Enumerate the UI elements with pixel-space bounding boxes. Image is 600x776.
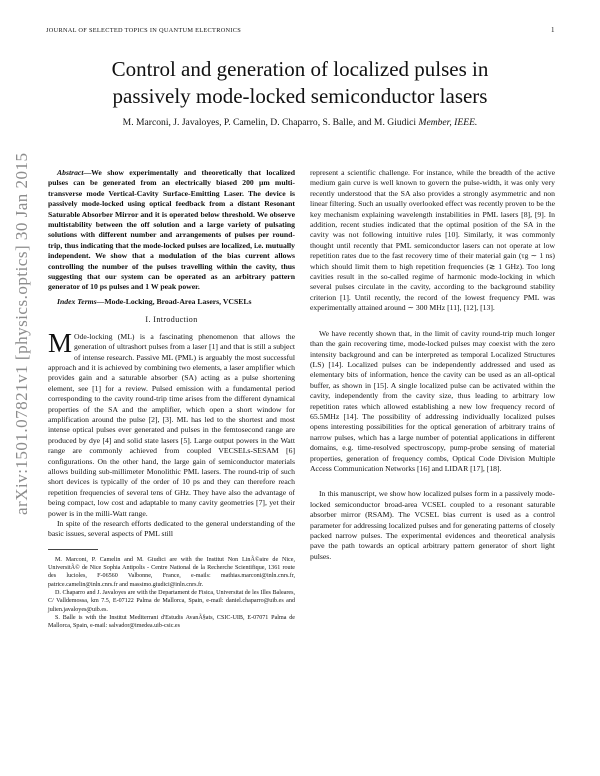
index-terms [48,297,295,307]
drop-cap: M [48,327,73,358]
intro-paragraph-1-text: Ode-locking (ML) is a fascinating phenomenon that allows the generation of ultrashort pulses from a laser [1] and that is still a subject of intense research. Passive ML (PML) is arguably the most successful approach and it is achieved by combining two elements, a laser amplifier which provides gain and a saturable absorber (SA) acting as a pulse shortening element, see [1] for a review. Pulsed emission with a fundamental period corresponding to the cavity round-trip time arises from the different dynamical properties of the SA and the amplifier, which open a short window for amplification around the pulse [2], [3]. ML has led to the shortest and most intense optical pulses ever generated and pulses in the femtosecond range are produced by dye [4] and solid state lasers [5]. Large output powers in the Watt range are commonly achieved from coupled VECSELs-SESAM [6] configurations. On the other hand, the large gain of semiconductor materials allows building sub-millimeter Monolithic PML lasers. The round-trip of such short devices is typically of the order of 10 ps and they can therefore reach repetition frequencies of several tens of GHz. They have also the advantage of being compact, low cost and adaptable to many cavity geometries [7], yet their power is in the milli-Watt range. [48,331,295,518]
footnotes [48,556,295,631]
right-column [310,168,555,562]
arxiv-stamp: arXiv:1501.07821v1 [physics.optics] 30 Jan 2015 [12,152,31,515]
abstract-lead: Abstract [57,168,84,177]
footnote-3: S. Balle is with the Institut Mediterrani d'Estudis AvanÃ§ats, CSIC-UIB, E-07071 Palma de Mallorca, Spain, e-mail: salvador@imedea.uib-csic.es [48,614,295,630]
intro-paragraph-1 [48,327,295,519]
paragraph-gap [310,474,555,489]
title-line-2: passively mode-locked semiconductor lasers [112,84,488,108]
abstract [48,168,295,293]
paper-title [40,56,560,110]
journal-header: JOURNAL OF SELECTED TOPICS IN QUANTUM ELECTRONICS [46,27,242,34]
abstract-text: —We show experimentally and theoretically that localized pulses can be generated from an electrically biased 200 μm multi-transverse mode Vertical-Cavity Surface-Emitting Laser. The device is passively mode-locked using optical feedback from a distant Resonant Saturable Absorber Mirror and it is operated below threshold. We observe multistability between the off solution and a large variety of pulsating solutions with different number and arrangements of pulses per round-trip, thus indicating that the mode-locked pulses are localized, i.e. mutually independent. We show that a modulation of the bias current allows controlling the number of the pulses travelling within the cavity, thus suggesting that our system can be operated as an arbitrary pattern generator of 10 ps pulses and 1 W peak power. [48,168,295,292]
right-paragraph-1: represent a scientific challenge. For instance, while the breadth of the active medium gain curve is well known to govern the pulse-width, it was only very recently understood that the SA also provides a strongly asymmetric and non linear filtering. Such an usually overlooked effect was recently proven to be the key mechanism explaining wavelength instabilities in PML lasers [8], [9]. In addition, recent studies indicated that the optimal position of the SA in the cavity was not following intuitive rules [10]. Similarly, it was commonly thought until recently that PML semiconductor lasers can not operate at low repetition rates due to the fast recovery time of their material gain (τg ∼ 1 ns) which should limit them to high repetition frequencies (≳ 1 GHz). Too long cavities result in the so-called regime of harmonic mode-locking in which several pulses circulate in the cavity, according to the background stability criterion [1]. Until recently, the record of the lowest frequency PML was experimentally attained around ∼ 300 MHz [11], [12], [13]. [310,168,555,313]
page-number: 1 [551,26,555,34]
footnote-2: D. Chaparro and J. Javaloyes are with the Departament de Fisica, Universitat de les Illes Baleares, C/ Valldemossa, km 7.5, E-07122 Palma de Mallorca, Spain, e-mail: daniel.chaparro@uib.es and julien.javaloyes@uib.es. [48,590,295,613]
footnote-rule [48,549,98,550]
author-list [40,117,560,128]
paragraph-gap [310,314,555,329]
right-paragraph-2: We have recently shown that, in the limit of cavity round-trip much longer than the gain recovering time, mode-locked pulses may coexist with the zero intensity background and can be interpreted as temporal Localized Structures (LS) [14]. Localized pulses can be independently addressed and used as elementary bits of information, hence the cavity can be used as an all-optical buffer, as shown in [15]. A single localized pulse can be activated within the cavity, independently from the cavity size, thus leading to arbitrary low repetition rates which allowed establishing a new low frequency record of 65.5MHz [14]. The possibility of addressing individually localized pulses opens interesting possibilities for the optical generation of arbitrary trains of narrow pulses, which has a large number of potential applications in different domains, e.g. time-resolved spectroscopy, pump-probe sensing of material properties, generation of frequency combs, Optical Code Division Multiple Access Communication Networks [16] and LIDAR [17], [18]. [310,328,555,473]
right-paragraph-3: In this manuscript, we show how localized pulses form in a passively mode-locked semiconductor broad-area VCSEL coupled to a resonant saturable absorber mirror (RSAM). The VCSEL bias current is used as a control parameter for addressing localized pulses and for generating patterns of closely packed narrow pulses. The experimental evidences and theoretical analysis pave the path towards an optical arbitrary pattern generator of short light pulses. [310,489,555,561]
title-line-1: Control and generation of localized pulses in [111,57,489,81]
left-column [48,168,295,630]
index-terms-text: —Mode-Locking, Broad-Area Lasers, VCSELs [96,296,252,306]
section-heading-introduction: I. Introduction [145,315,198,325]
authors-membership: Member, IEEE. [418,117,478,128]
authors-names: M. Marconi, J. Javaloyes, P. Camelin, D. Chaparro, S. Balle, and M. Giudici [122,117,417,128]
index-terms-lead: Index Terms [57,296,97,306]
intro-paragraph-2: In spite of the research efforts dedicated to the general understanding of the basic issues, several aspects of PML still [48,519,295,539]
footnote-1: M. Marconi, P. Camelin and M. Giudici are with the Institut Non LinÃ©aire de Nice, UniversitÃ© de Nice Sophia Antipolis - Centre National de la Recherche Scientifique, 1361 route des lucioles, F-06560 Valbonne, France, e-mails: mathias.marconi@inln.cnrs.fr, patrice.camelin@inln.cnrs.fr and massimo.giudici@inln.cnrs.fr. [48,556,295,588]
